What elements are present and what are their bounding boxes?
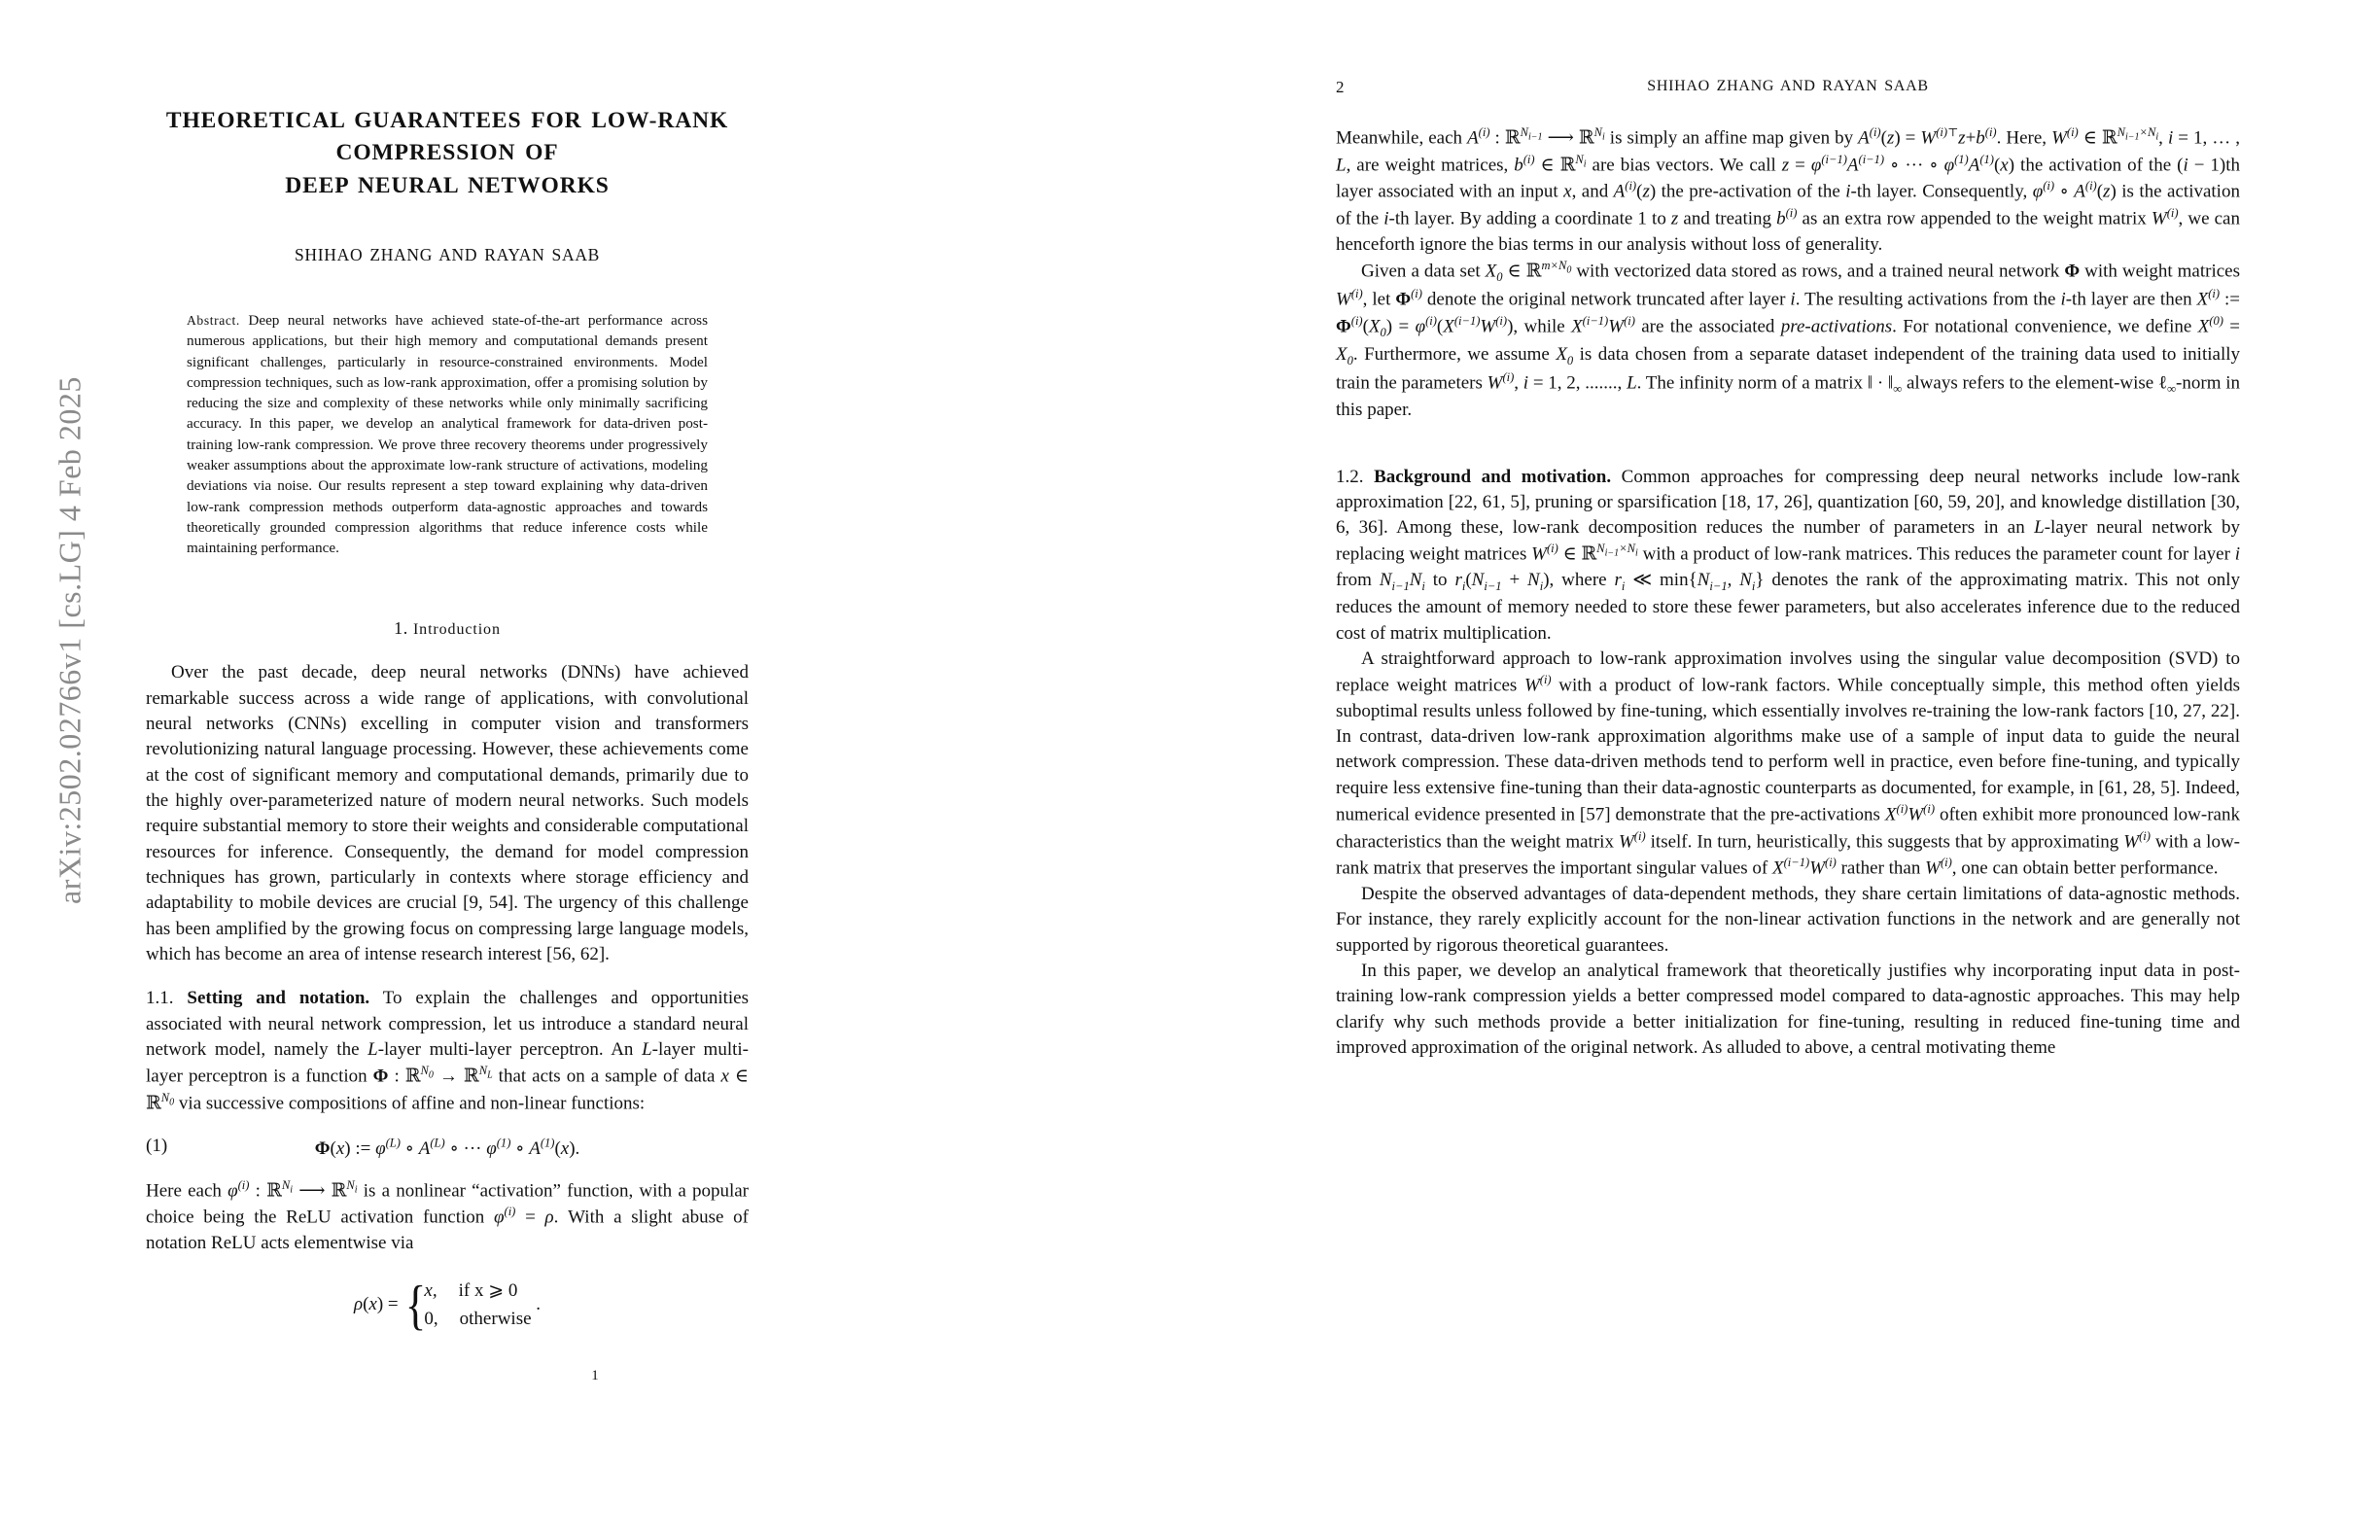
title-line-2: DEEP NEURAL NETWORKS	[285, 172, 610, 198]
subsection-text-d: that acts on a sample of data	[492, 1066, 721, 1087]
relu-case-1-condition: if x ⩾ 0	[458, 1280, 518, 1302]
relu-period: .	[536, 1294, 542, 1315]
right-paragraph-1: Meanwhile, each $A^{(i)}$ : ℝ$^{N_{i-1}}$ ⟶ ℝ$^{N_i}$ is simply an affine map given by $A^{(i)}(z) = W^{(i)⊤}z+b^{(i)}$. Here, $W^{(i)}$ ∈ ℝ$^{N_{i-1}\times N_i}$, i = 1, … , L, are weight matrices, $b^{(i)}$ ∈ ℝ$^{N_i}$ are bias vectors. We call $z = \varphi^{(i-1)}A^{(i-1)}$ ∘ ··· ∘ $\varphi^{(1)}A^{(1)}(x)$ the activation of the (i − 1)th layer associated with an input x, and $A^{(i)}(z)$ the pre-activation of the i-th layer. Consequently, $\varphi^{(i)}$ ∘ $A^{(i)}(z)$ is the activation of the i-th layer. By adding a coordinate 1 to z and treating $b^{(i)}$ as an extra row appended to the weight matrix $W^{(i)}$, we can henceforth ignore the bias terms in our analysis without loss of generality.	[1336, 125, 2241, 255]
subsection-text-c: -layer multi-layer perceptron is a function	[146, 1038, 750, 1087]
after-eq-text-a: Here each	[146, 1180, 228, 1202]
subsection-1-2-number: 1.2.	[1336, 466, 1364, 487]
after-equation-paragraph: Here each $\varphi^{(i)}$ : ℝ$^{N_i}$ ⟶ ℝ$^{N_i}$ is a nonlinear “activation” function, with a popular choice being the ReLU activation function $\varphi^{(i)} = \rho$. With a slight abuse of notation ReLU acts elementwise via	[146, 1177, 750, 1254]
arxiv-stamp: arXiv:2502.02766v1 [cs.LG] 4 Feb 2025	[52, 376, 88, 904]
after-eq-text-b: is a nonlinear “activation” function, with a popular choice being the ReLU activation function	[146, 1180, 749, 1228]
relu-case-1-value: x,	[424, 1280, 438, 1302]
right-page-content	[1336, 124, 2240, 1061]
right-paragraph-2: Given a data set $X_0$ ∈ ℝ$^{m\times N_0}$ with vectorized data stored as rows, and a trained neural network Φ with weight matrices $W^{(i)}$, let $\Phi^{(i)}$ denote the original network truncated after layer i. The resulting activations from the i-th layer are then $X^{(i)}$ := $\Phi^{(i)}(X_0) = \varphi^{(i)}(X^{(i-1)}W^{(i)})$, while $X^{(i-1)}W^{(i)}$ are the associated pre-activations. For notational convenience, we define $X^{(0)} = X_0$. Furthermore, we assume $X_0$ is data chosen from a separate dataset independent of the training data used to initially train the parameters $W^{(i)}$, i = 1, 2, ......., L. The infinity norm of a matrix ‖ · $‖_\infty$ always refers to the element-wise ℓ$_\infty$-norm in this paper.	[1336, 258, 2241, 421]
left-page-content	[146, 105, 750, 1336]
abstract-text: Deep neural networks have achieved state-of-the-art performance across numerous applications, but their high memory and computational demands present significant challenges, particularly in resource-constrained environments. Model compression techniques, such as low-rank approximation, offer a promising solution by reducing the size and complexity of these networks while only minimally sacrificing accuracy. In this paper, we develop an analytical framework for data-driven post-training low-rank compression. We prove three recovery theorems under progressively weaker assumptions about the approximate low-rank structure of activations, modeling deviations via noise. Our results represent a step toward explaining why data-driven low-rank compression methods outperform data-agnostic approaches and towards theoretically grounded compression algorithms that reduce inference costs while maintaining performance.	[187, 312, 709, 557]
page-number-right: 2	[1336, 78, 1345, 96]
section-number: 1.	[394, 618, 408, 639]
relu-case-2-condition: otherwise	[459, 1308, 532, 1329]
right-paragraph-4: Despite the observed advantages of data-dependent methods, they share certain limitations of data-agnostic methods. For instance, they rarely explicitly account for the non-linear activation functions in the network and are generally not supported by rigorous theoretical guarantees.	[1336, 884, 2240, 956]
author-list: SHIHAO ZHANG AND RAYAN SAAB	[294, 245, 601, 265]
relu-case-2	[424, 1309, 531, 1329]
equation-1	[146, 1136, 749, 1159]
right-paragraph-3: A straightforward approach to low-rank approximation involves using the singular value decomposition (SVD) to replace weight matrices $W^{(i)}$ with a product of low-rank factors. While conceptually simple, this method often yields suboptimal results unless followed by fine-tuning, which essentially involves re-training the low-rank factors [10, 27, 22]. In contrast, data-driven low-rank approximation algorithms make use of a sample of input data to guide the neural network compression. These data-driven methods tend to perform well in practice, even before fine-tuning, and typically require less extensive fine-tuning than their data-agnostic counterparts as documented, for example, in [61, 28, 5]. Indeed, numerical evidence presented in [57] demonstrate that the pre-activations $X^{(i)}W^{(i)}$ often exhibit more pronounced low-rank characteristics than the weight matrix $W^{(i)}$ itself. In turn, heuristically, this suggests that by approximating $W^{(i)}$ with a low-rank matrix that preserves the important singular values of $X^{(i-1)}W^{(i)}$ rather than $W^{(i)}$, one can obtain better performance.	[1336, 648, 2241, 879]
subsection-1-2-title: Background and motivation.	[1374, 466, 1612, 487]
relu-cases: { x, if x ⩾ 0 0, otherwise	[405, 1275, 532, 1336]
after-eq-text-c: . With a slight abuse of notation ReLU acts elementwise via	[146, 1207, 750, 1254]
section-heading-introduction	[146, 618, 749, 639]
subsection-text-b: -layer multi-layer perceptron. An	[377, 1038, 643, 1060]
subsection-title: Setting and notation.	[187, 988, 370, 1009]
intro-paragraph-1: Over the past decade, deep neural networks (DNNs) have achieved remarkable success across a wide range of applications, with convolutional neural networks (CNNs) excelling in computer vision and transformers revolutionizing natural language processing. However, these achievements come at the cost of significant memory and computational demands, primarily due to the highly over-parameterized nature of modern neural networks. Such models require substantial memory to store their weights and considerable computational resources for inference. Consequently, the demand for model compression techniques has grown, particularly in contexts where storage efficiency and adaptability to mobile devices are crucial [9, 54]. The urgency of this challenge has been amplified by the growing focus on compressing large language models, which has become an area of intense research interest [56, 62].	[146, 662, 749, 964]
section-title: Introduction	[412, 621, 501, 639]
title-line-1: THEORETICAL GUARANTEES FOR LOW-RANK COMPRESSION OF	[165, 108, 729, 166]
page-right	[1190, 0, 2380, 1540]
abstract-label: Abstract.	[187, 313, 240, 329]
subsection-number: 1.1.	[146, 988, 174, 1009]
equation-number: (1)	[146, 1136, 168, 1157]
subsection-text-a: To explain the challenges and opportunities associated with neural network compression, let us introduce a standard neural network model, namely the	[146, 988, 749, 1060]
relu-definition: ρ(x) = { x, if x ⩾ 0 0, otherwise .	[353, 1275, 542, 1336]
relu-case-1	[424, 1280, 517, 1301]
page-number-left: 1	[591, 1368, 599, 1383]
running-head	[1336, 78, 2240, 95]
subsection-1-2-paragraph: 1.2. Background and motivation. Common approaches for compressing deep neural networks include low-rank approximation [22, 61, 5], pruning or sparsification [18, 17, 26], quantization [60, 59, 20], and knowledge distillation [30, 6, 36]. Among these, low-rank decomposition reduces the number of parameters in an L-layer neural network by replacing weight matrices $W^{(i)}$ ∈ ℝ$^{N_{i-1}\times N_i}$ with a product of low-rank matrices. This reduces the parameter count for layer i from $N_{i-1}N_i$ to $r_i(N_{i-1} + N_i)$, where $r_i$ ≪ $\min\{N_{i-1}$, $N_i$} denotes the rank of the approximating matrix. This not only reduces the amount of memory needed to store these fewer parameters, but also accelerates inference due to the reduced cost of matrix multiplication.	[1336, 466, 2241, 644]
equation-1-body: Φ(x) := $\varphi^{(L)}$ ∘ $A^{(L)}$ ∘ ··· $\varphi^{(1)}$ ∘ $A^{(1)}(x)$.	[314, 1136, 580, 1159]
subsection-text-e: via successive compositions of affine and non-linear functions:	[174, 1093, 646, 1114]
abstract-block	[187, 310, 708, 558]
relu-case-2-value: 0,	[424, 1308, 438, 1329]
right-paragraph-5: In this paper, we develop an analytical framework that theoretically justifies why incorporating input data in post-training low-rank compression yields a better compressed model compared to data-agnostic approaches. This may help clarify why such methods provide a better initialization for fine-tuning, resulting in reduced fine-tuning time and improved approximation of the original network. As alluded to above, a central motivating theme	[1336, 960, 2240, 1058]
running-head-title: SHIHAO ZHANG AND RAYAN SAAB	[1647, 78, 1929, 94]
subsection-1-1-paragraph: 1.1. Setting and notation. To explain the challenges and opportunities associated with neural network compression, let us introduce a standard neural network model, namely the L-layer multi-layer perceptron. An L-layer multi-layer perceptron is a function Φ : ℝ$^{N_0}$ → ℝ$^{N_L}$ that acts on a sample of data x ∈ ℝ$^{N_0}$ via successive compositions of affine and non-linear functions:	[146, 988, 750, 1114]
page-title	[146, 105, 749, 202]
